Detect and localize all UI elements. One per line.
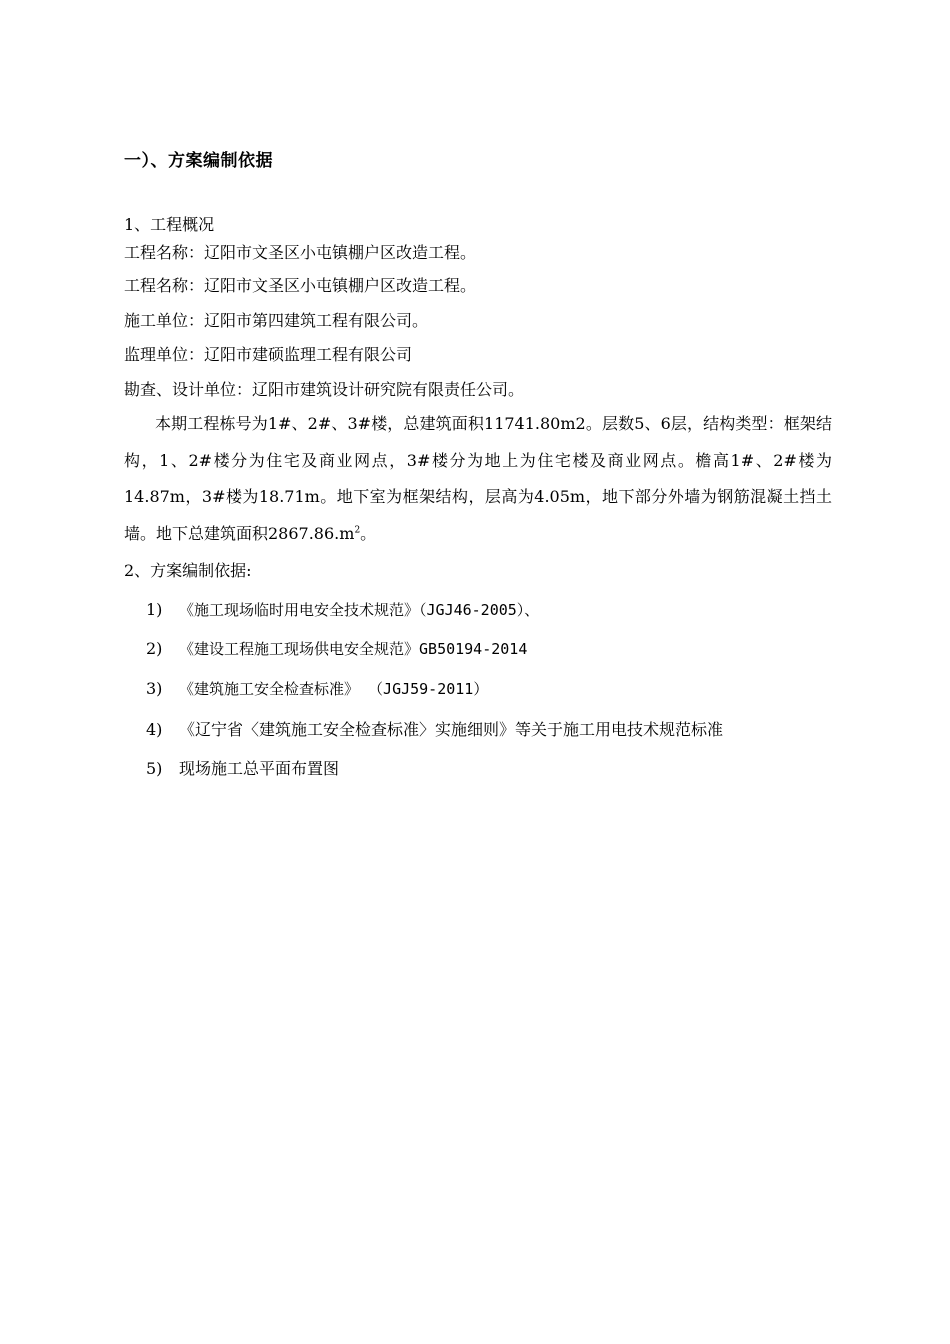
reference-item [146, 678, 488, 699]
supervision-unit-line: 监理单位：辽阳市建硕监理工程有限公司 [124, 345, 413, 364]
reference-text: 现场施工总平面布置图 [179, 759, 340, 778]
reference-number: 2) [146, 639, 163, 658]
basis-title: 2、方案编制依据: [124, 561, 252, 580]
reference-item [146, 638, 527, 659]
project-name-line-repeat: 工程名称：辽阳市文圣区小屯镇棚户区改造工程。 [124, 276, 477, 295]
project-description-text: 本期工程栋号为1#、2#、3#楼，总建筑面积11741.80m2。层数5、6层，结构类型：框架结构，1、2#楼分为住宅及商业网点，3#楼分为地上为住宅楼及商业网点。檐高1#、2#楼为14.87m，3#楼为18.71m。地下室为框架结构，层高为4.05m，地下部分外墙为钢筋混凝土挡土墙。地下总建筑面积2867.86.m [124, 414, 832, 543]
project-name-line: 工程名称：辽阳市文圣区小屯镇棚户区改造工程。 [124, 243, 477, 262]
project-description-paragraph [124, 406, 832, 552]
overview-title: 1、工程概况 [124, 215, 215, 234]
reference-text: 《建设工程施工现场供电安全规范》GB50194-2014 [179, 640, 528, 658]
reference-text: 《辽宁省〈建筑施工安全检查标准〉实施细则》等关于施工用电技术规范标准 [179, 720, 724, 739]
square-meter-superscript: 2 [354, 525, 361, 536]
reference-item [146, 599, 539, 620]
section-heading: 一）、方案编制依据 [124, 151, 273, 171]
construction-unit-line: 施工单位：辽阳市第四建筑工程有限公司。 [124, 311, 429, 330]
design-unit-line: 勘查、设计单位：辽阳市建筑设计研究院有限责任公司。 [124, 380, 525, 399]
reference-number: 1) [146, 600, 163, 619]
reference-item [146, 717, 723, 740]
reference-text: 《建筑施工安全检查标准》 （JGJ59-2011） [179, 680, 489, 698]
reference-number: 4) [146, 720, 163, 739]
reference-number: 3) [146, 679, 163, 698]
reference-number: 5) [146, 759, 163, 778]
reference-item [146, 756, 339, 779]
reference-text: 《施工现场临时用电安全技术规范》（JGJ46-2005）、 [179, 601, 540, 619]
project-description-end: 。 [360, 523, 377, 543]
